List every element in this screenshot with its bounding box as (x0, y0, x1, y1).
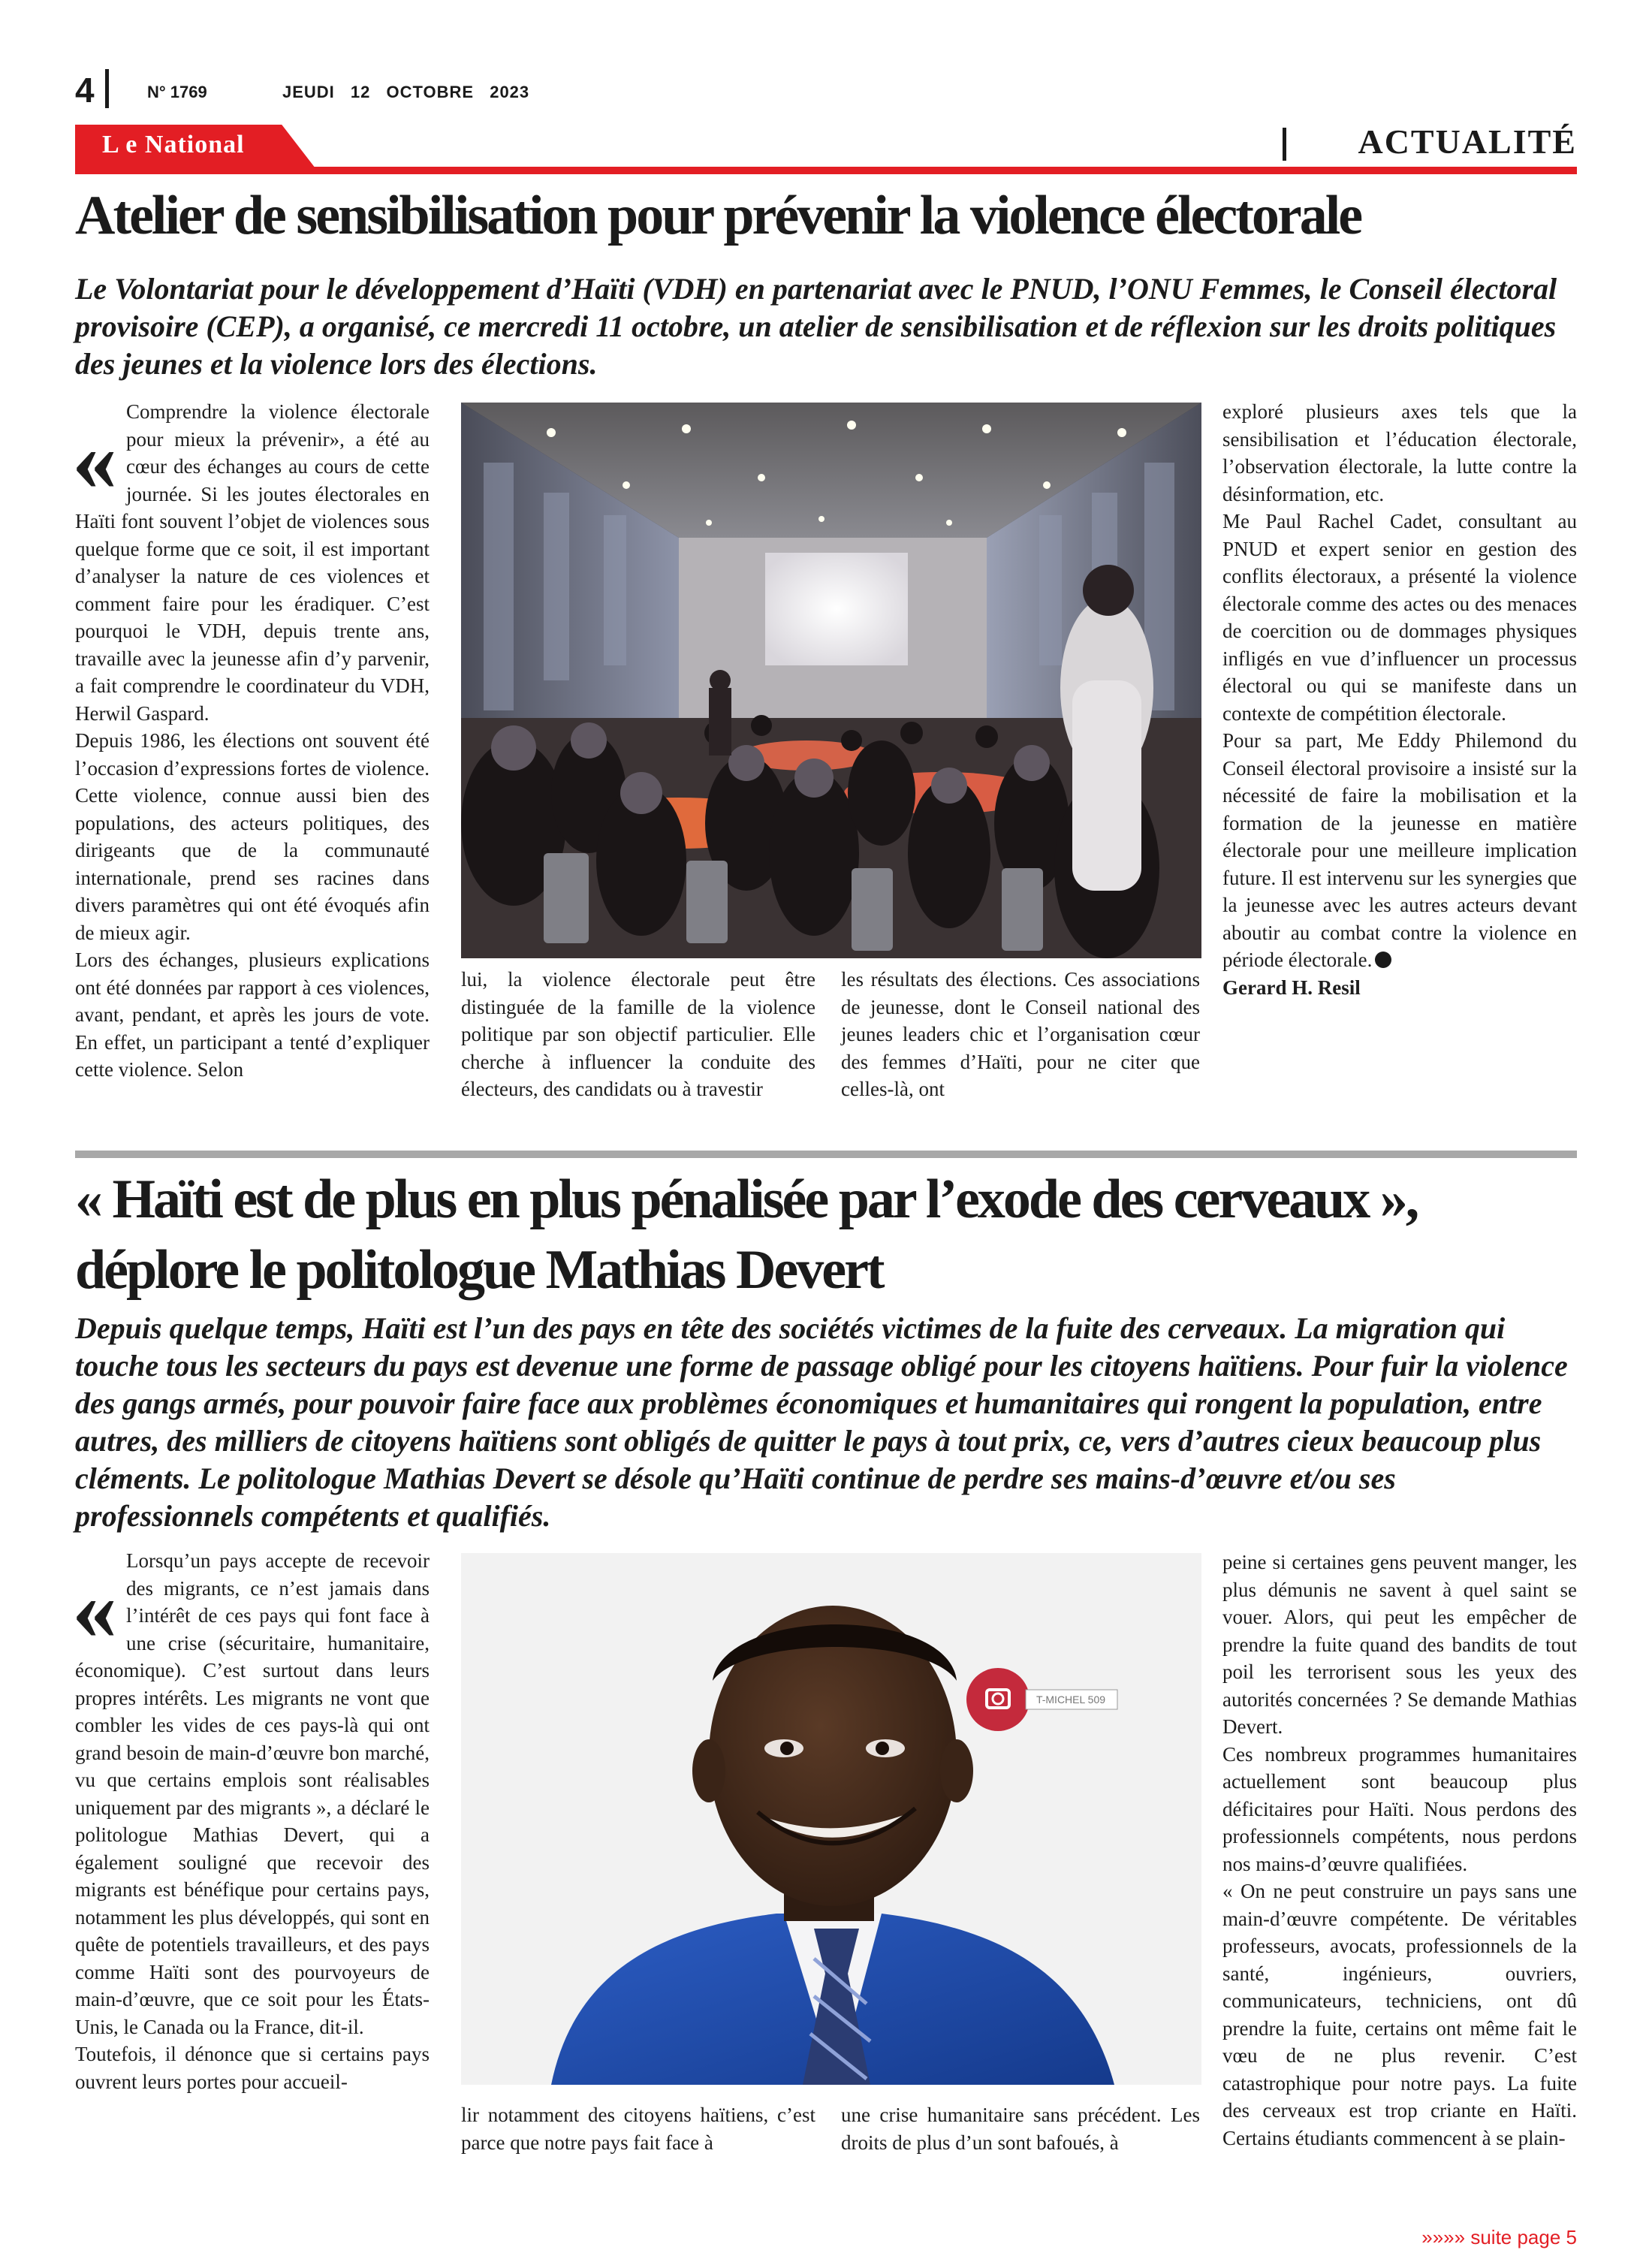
article1-paragraph: les résultats des élections. Ces associations de jeunesse, dont le Conseil national des jeunes leaders chic et l’organisation cœur des femmes d’Haïti, pour ne citer que celles-là, ont (841, 968, 1200, 1100)
article2-headline-line-2: déplore le politologue Mathias Devert (75, 1239, 883, 1301)
article2-headline-line-1: « Haïti est de plus en plus pénalisée par l’exode des cerveaux », (75, 1169, 1418, 1230)
article2-standfirst: Depuis quelque temps, Haïti est l’un des pays en tête des sociétés victimes de la fuite des cerveaux. La migration qui touche tous les secteurs du pays est devenue une forme de passage obligé pour les citoyens haïtiens. Pour fuir la violence des gangs armés, pour pouvoir faire face aux problèmes économiques et humanitaires qui rongent la population, entre autres, des milliers de citoyens haïtiens sont obligés de quitter le pays à tout prix, ce, vers d’autres cieux beaucoup plus cléments. Le politologue Mathias Devert se désole qu’Haïti continue de perdre ses mains-d’œuvre et/ou ses professionnels compétents et qualifiés. (75, 1311, 1568, 1533)
article2-paragraph: « On ne peut construire un pays sans une main-d’œuvre compétente. De véritables professeurs, avocats, professionnels de la santé, ingénieurs, ouvriers, communicateurs, techniciens, ont dû prendre la fuite, certains ont même fait le vœu de ne plus revenir. C’est catastrophique pour notre pays. La fuite des cerveaux est trop criante en Haïti. Certains étudiants commencent à se plain- (1222, 1880, 1577, 2149)
article1-paragraph: Me Paul Rachel Cadet, consultant au PNUD et expert senior en gestion des conflits électoraux, a présenté la violence électorale comme des actes ou des menaces de coercition ou de dommages physiques infligés en vue d’influencer un processus électoral ou qui se manifeste dans un contexte de compétition électorale. (1222, 510, 1577, 725)
article-divider (75, 1151, 1577, 1158)
article1-paragraph: Depuis 1986, les élections ont souvent été l’occasion d’expressions fortes de violence. Cette violence, connue aussi bien des populations, des acteurs politiques, des dirigeants que de la communauté internationale, prend ses racines dans divers paramètres qui ont été évoqués afin de mieux agir. (75, 729, 430, 944)
section-label: ACTUALITÉ (1358, 122, 1577, 161)
article2-photo-portrait (461, 1553, 1201, 2085)
newspaper-logo: L e National (102, 131, 245, 158)
article1-byline: Gerard H. Resil (1222, 976, 1361, 999)
article2-headline (75, 1164, 1592, 1305)
article2-column-1 (72, 1547, 430, 2095)
article1-paragraph: Pour sa part, Me Eddy Philemond du Conseil électoral provisoire a insisté sur la nécessité de faire la mobilisation et la formation de la jeunesse en matière électorale pour une meilleure implication future. Il est intervenu sur les synergies que la jeunesse avec les autres acteurs devant aboutir au combat contre la violence en période électorale. (1222, 729, 1577, 971)
header-divider (105, 69, 109, 108)
article1-column-1 (72, 398, 430, 1084)
article2-paragraph: « Lorsqu’un pays accepte de recevoir des migrants, ce n’est jamais dans l’intérêt de ces pays qui font face à une crise (sécuritaire, humanitaire, économique). C’est surtout dans leurs propres intérêts. Les migrants ne vont que combler les vides de ces pays-là qui ont grand besoin de main-d’œuvre bon marché, vu que certains emplois sont réalisables uniquement par des migrants », a déclaré le politologue Mathias Devert, qui a également souligné que recevoir des migrants est bénéfique pour certains pays, notamment les plus développés, qui sont en quête de potentiels travailleurs, et des pays comme Haïti sont des pourvoyeurs de main-d’œuvre, que ce soit pour les États-Unis, le Canada ou la France, dit-il. (72, 1549, 430, 2038)
workshop-room-image (461, 403, 1201, 958)
article2-paragraph: peine si certaines gens peuvent manger, les plus démunis ne savent à quel saint se vouer. Alors, qui peut les empêcher de prendre la fuite quand des bandits de tout poil les terrorisent sous les yeux des autorités concernées ? Se demande Mathias Devert. (1222, 1551, 1577, 1738)
photo-watermark: T-MICHEL 509 (1036, 1694, 1106, 1706)
article2-paragraph: Toutefois, il dénonce que si certains pays ouvrent leurs portes pour accueil- (75, 2043, 430, 2093)
article1-paragraph: exploré plusieurs axes tels que la sensibilisation et l’éducation électorale, l’observation électorale, la lutte contre la désinformation, etc. (1222, 400, 1577, 505)
article2-column-2 (461, 2101, 815, 2156)
continued-on-page-link[interactable]: »»»» suite page 5 (1421, 2226, 1577, 2248)
article2-column-4 (1222, 1549, 1577, 2152)
opening-quote-mark: « (72, 409, 117, 509)
article1-column-3 (841, 966, 1200, 1103)
article1-column-2 (461, 966, 815, 1103)
article1-paragraph: lui, la violence électorale peut être distinguée de la famille de la violence politique par son objectif particulier. Elle cherche à influencer la conduite des électeurs, des candidats ou à travestir (461, 968, 815, 1100)
portrait-mathias-devert (461, 1553, 1201, 2085)
article2-paragraph: Ces nombreux programmes humanitaires actuellement sont beaucoup plus déficitaires pour Haïti. Nous perdons des professionnels compétents, nous perdons nos mains-d’œuvre qualifiées. (1222, 1742, 1577, 1875)
opening-quote-mark: « (72, 1558, 117, 1658)
article2-paragraph: lir notamment des citoyens haïtiens, c’est parce que notre pays fait face à (461, 2104, 815, 2154)
article1-paragraph: « Comprendre la violence électorale pour mieux la prévenir», a été au cœur des échanges au cours de cette journée. Si les joutes électorales en Haïti font souvent l’objet de violences sous quelque forme que ce soit, il est important d’analyser la nature de ces violences et comment faire pour les éradiquer. C’est pourquoi le VDH, depuis trente ans, travaille avec la jeunesse afin d’y parvenir, a fait comprendre le coordinateur du VDH, Herwil Gaspard. (72, 400, 430, 725)
end-of-article-mark (1375, 952, 1391, 968)
page-number: 4 (75, 71, 95, 110)
article1-photo-workshop (461, 403, 1201, 958)
article2-column-3 (841, 2101, 1200, 2156)
issue-number: N° 1769 (147, 83, 207, 101)
article1-paragraph: Lors des échanges, plusieurs explications ont été données par rapport à ces violences, avant, pendant, et après les jours de vote. En effet, un participant a tenté d’expliquer cette violence. Selon (75, 949, 430, 1081)
article1-column-4 (1222, 398, 1577, 1001)
header-rule (75, 167, 1577, 174)
article2-paragraph: une crise humanitaire sans précédent. Les droits de plus d’un sont bafoués, à (841, 2104, 1200, 2154)
section-divider (1283, 128, 1286, 161)
article1-standfirst: Le Volontariat pour le développement d’Haïti (VDH) en partenariat avec le PNUD, l’ONU Femmes, le Conseil électoral provisoire (CEP), a organisé, ce mercredi 11 octobre, un atelier de sensibilisation et de réflexion sur les droits politiques des jeunes et la violence lors des élections. (75, 272, 1557, 381)
article1-headline: Atelier de sensibilisation pour prévenir la violence électorale (75, 185, 1361, 246)
publication-date: JEUDI 12 OCTOBRE 2023 (282, 83, 530, 101)
